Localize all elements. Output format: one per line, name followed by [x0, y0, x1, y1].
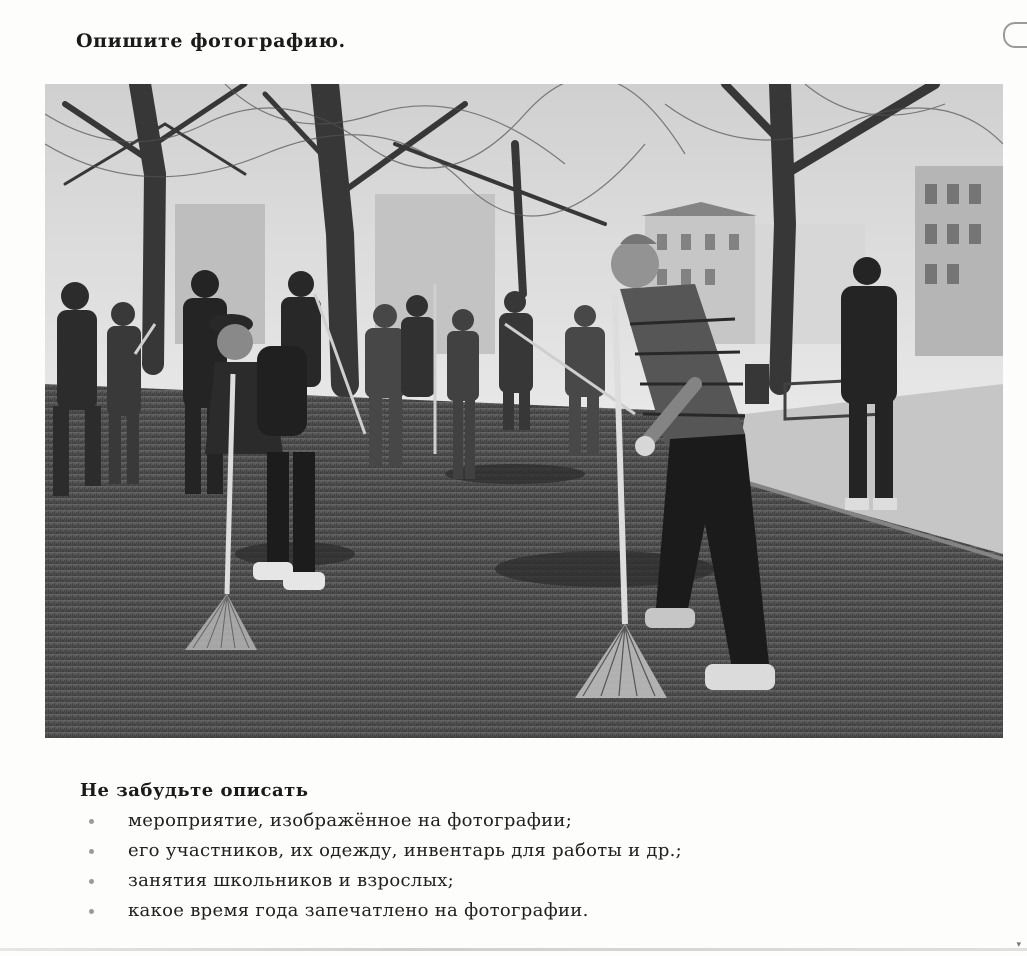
reminder-item [80, 866, 980, 896]
reminder-list [80, 806, 980, 926]
reminder-item-text: какое время года запечатлено на фотографии. [128, 900, 589, 921]
reminder-heading: Не забудьте описать [80, 780, 309, 801]
reminder-item-text: мероприятие, изображённое на фотографии; [128, 810, 573, 831]
reminder-block [80, 780, 980, 926]
bullet-icon [89, 909, 94, 914]
bullet-icon [89, 819, 94, 824]
reminder-item-text: его участников, их одежду, инвентарь для работы и др.; [128, 840, 683, 861]
page-corner-mark [1003, 22, 1027, 48]
bullet-icon [89, 849, 94, 854]
reminder-item-text: занятия школьников и взрослых; [128, 870, 455, 891]
corner-arrow-icon: ▾ [1016, 940, 1021, 950]
task-photo [45, 84, 1003, 738]
photo-illustration [45, 84, 1003, 738]
reminder-item [80, 836, 980, 866]
page-bottom-rule [0, 948, 1027, 951]
task-title: Опишите фотографию. [76, 30, 346, 52]
bullet-icon [89, 879, 94, 884]
reminder-item [80, 806, 980, 836]
reminder-item [80, 896, 980, 926]
